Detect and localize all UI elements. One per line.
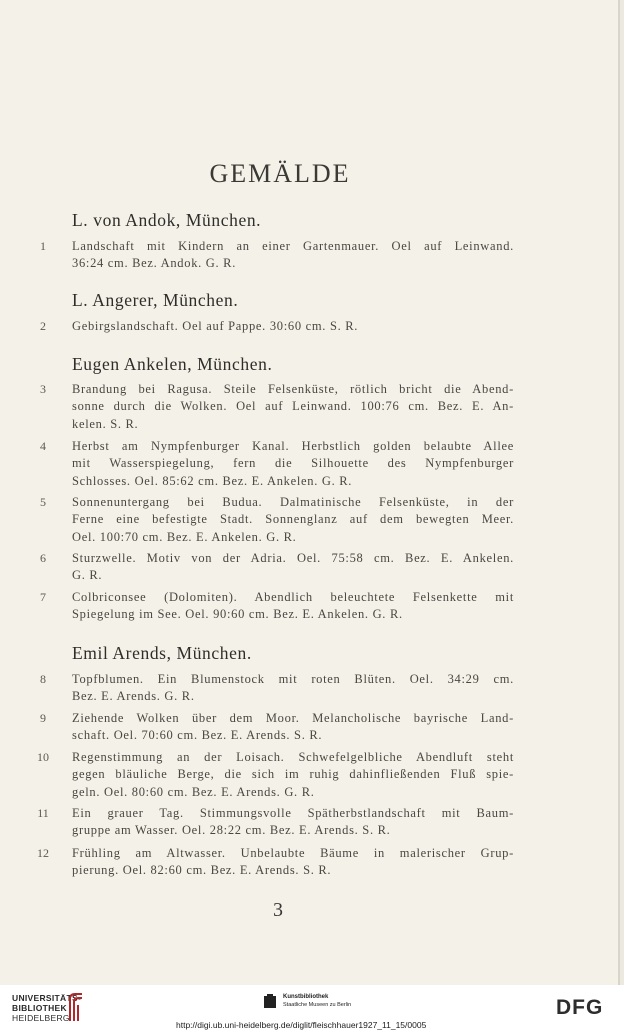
digitization-footer bbox=[0, 985, 624, 1032]
entry-number: 4 bbox=[40, 439, 46, 453]
entry-line: Landschaft mit Kindern an einer Gartenmauer. Oel auf Leinwand. bbox=[72, 239, 514, 253]
entry-number: 6 bbox=[40, 551, 46, 565]
entry-text bbox=[72, 550, 514, 585]
entry-number: 11 bbox=[37, 806, 49, 820]
entry-line: pierung. Oel. 82:60 cm. Bez. E. Arends. S. R. bbox=[72, 863, 332, 878]
artist-heading: Emil Arends, München. bbox=[72, 643, 252, 663]
entry-line: Ferne eine befestigte Stadt. Sonnenglanz auf dem bewegten Meer. bbox=[72, 512, 514, 527]
entry-line: Regenstimmung an der Loisach. Schwefelgelbliche Abendluft steht bbox=[72, 750, 514, 764]
entry-line: Herbst am Nympfenburger Kanal. Herbstlich golden belaubte Allee bbox=[72, 439, 514, 453]
entry-text bbox=[72, 749, 514, 801]
entry-number: 7 bbox=[40, 590, 46, 604]
artist-heading: L. Angerer, München. bbox=[72, 290, 239, 310]
entry-text bbox=[72, 805, 514, 840]
library-line: UNIVERSITÄTS- bbox=[12, 993, 82, 1003]
entry-line: Sturzwelle. Motiv von der Adria. Oel. 75:58 cm. Bez. E. Ankelen. bbox=[72, 551, 514, 565]
artist-heading: L. von Andok, München. bbox=[72, 210, 262, 230]
library-line: BIBLIOTHEK bbox=[12, 1003, 67, 1013]
entry-number: 5 bbox=[40, 495, 46, 509]
page-title: GEMÄLDE bbox=[209, 159, 351, 188]
entry-text bbox=[72, 710, 514, 745]
entry-line: kelen. S. R. bbox=[72, 416, 139, 431]
entry-text bbox=[72, 494, 514, 546]
entry-line: Brandung bei Ragusa. Steile Felsenküste, rötlich bricht die Abend- bbox=[72, 382, 514, 396]
entry-text bbox=[72, 438, 514, 490]
kunstbibliothek-name: Kunstbibliothek bbox=[283, 994, 329, 1000]
university-library-logo-icon bbox=[66, 991, 86, 1025]
entry-text bbox=[72, 318, 514, 335]
entry-number: 9 bbox=[40, 711, 46, 725]
entry-line: G. R. bbox=[72, 568, 103, 583]
entry-line: Topfblumen. Ein Blumenstock mit roten Blüten. Oel. 34:29 cm. bbox=[72, 672, 514, 686]
entry-line: schaft. Oel. 70:60 cm. Bez. E. Arends. S. R. bbox=[72, 728, 323, 743]
entry-number: 8 bbox=[40, 672, 46, 686]
entry-line: Gebirgslandschaft. Oel auf Pappe. 30:60 cm. S. R. bbox=[72, 319, 359, 333]
entry-line: gruppe am Wasser. Oel. 28:22 cm. Bez. E. Arends. S. R. bbox=[72, 823, 391, 838]
kunstbibliothek-mark-icon bbox=[264, 994, 276, 1008]
entry-line: Ein grauer Tag. Stimmungsvolle Spätherbstlandschaft mit Baum- bbox=[72, 806, 514, 820]
entry-number: 2 bbox=[40, 319, 46, 333]
entry-line: 36:24 cm. Bez. Andok. G. R. bbox=[72, 256, 237, 271]
entry-number: 1 bbox=[40, 239, 46, 253]
entry-line: Colbriconsee (Dolomiten). Abendlich beleuchtete Felsenkette mit bbox=[72, 590, 514, 604]
entry-line: Bez. E. Arends. G. R. bbox=[72, 689, 195, 704]
artist-heading: Eugen Ankelen, München. bbox=[72, 354, 273, 374]
entry-text bbox=[72, 238, 514, 273]
entry-line: Spiegelung im See. Oel. 90:60 cm. Bez. E. Ankelen. G. R. bbox=[72, 607, 403, 622]
kunstbibliothek-subtitle: Staatliche Museen zu Berlin bbox=[283, 1002, 352, 1008]
page-number: 3 bbox=[273, 899, 283, 921]
entry-number: 10 bbox=[37, 750, 49, 764]
entry-text bbox=[72, 671, 514, 706]
entry-text bbox=[72, 845, 514, 880]
entry-number: 3 bbox=[40, 382, 46, 396]
entry-line: Ziehende Wolken über dem Moor. Melancholische bayrische Land- bbox=[72, 711, 514, 725]
entry-line: gegen bläuliche Berge, die sich im ruhig dahinfließenden Fluß spie- bbox=[72, 767, 514, 782]
dfg-logo: DFG bbox=[556, 996, 604, 1019]
entry-line: Sonnenuntergang bei Budua. Dalmatinische Felsenküste, in der bbox=[72, 495, 514, 509]
entry-line: Oel. 100:70 cm. Bez. E. Ankelen. G. R. bbox=[72, 529, 297, 544]
entry-line: sonne durch die Wolken. Oel auf Leinwand. 100:76 cm. Bez. E. An- bbox=[72, 399, 514, 414]
entry-line: mit Wasserspiegelung, fern die Silhouette des Nympfenburger bbox=[72, 456, 514, 471]
entry-line: geln. Oel. 80:60 cm. Bez. E. Arends. G. R. bbox=[72, 784, 315, 799]
permalink-url[interactable]: http://digi.ub.uni-heidelberg.de/diglit/fleischhauer1927_11_15/0005 bbox=[176, 1020, 427, 1030]
entry-line: Frühling am Altwasser. Unbelaubte Bäume in malerischer Grup- bbox=[72, 846, 514, 860]
entry-number: 12 bbox=[37, 846, 49, 860]
entry-text bbox=[72, 589, 514, 624]
entry-line: Schlosses. Oel. 85:62 cm. Bez. E. Ankelen. G. R. bbox=[72, 473, 353, 488]
entry-text bbox=[72, 381, 514, 433]
library-line: HEIDELBERG bbox=[12, 1013, 70, 1023]
